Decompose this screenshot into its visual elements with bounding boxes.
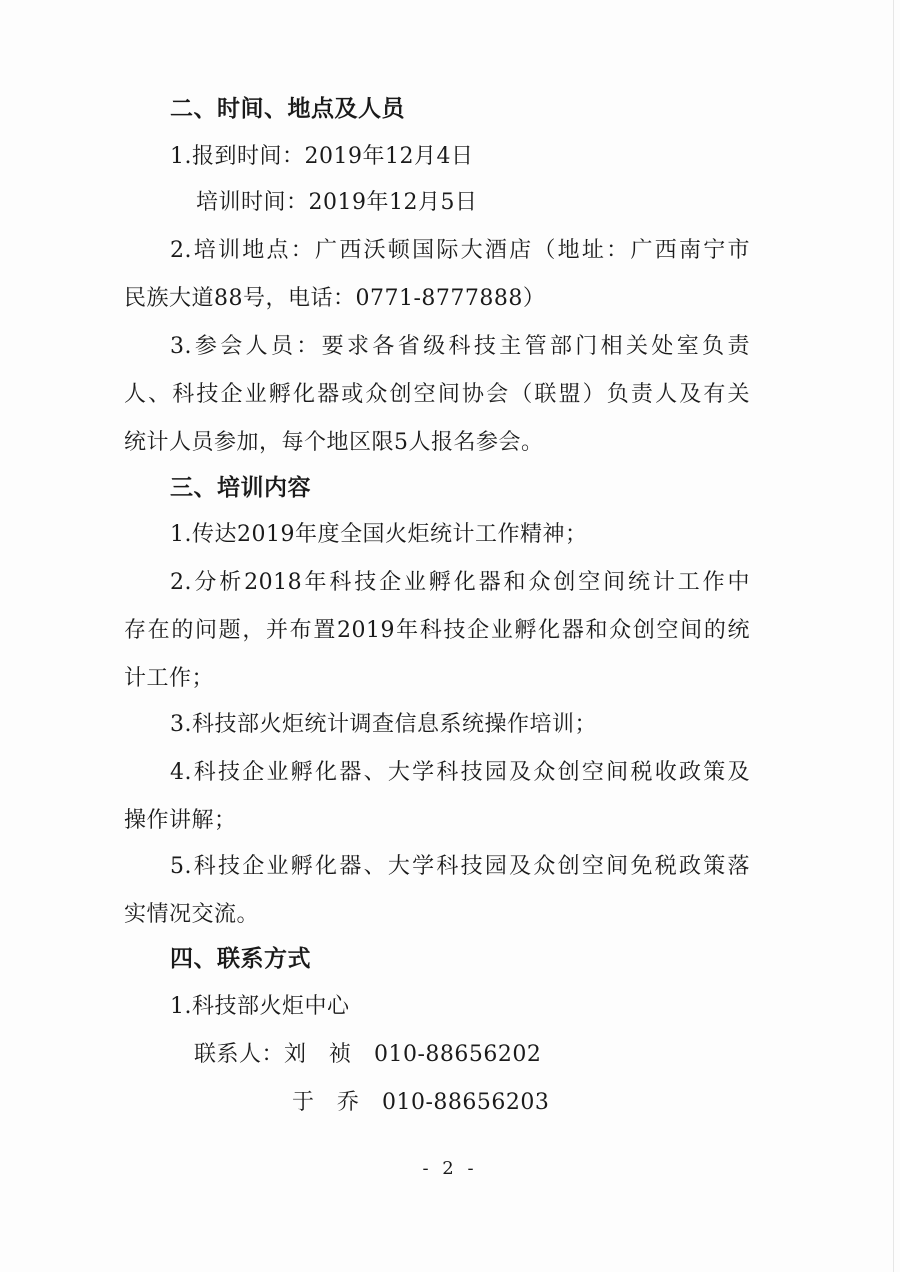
content-item-2-line-1: 2.分析2018年科技企业孵化器和众创空间统计工作中 — [170, 570, 750, 595]
report-time: 1.报到时间：2019年12月4日 — [170, 144, 474, 169]
section-heading-training-content: 三、培训内容 — [170, 475, 311, 501]
location-line-2: 民族大道88号，电话：0771-8777888） — [124, 286, 546, 311]
content-item-4-line-1: 4.科技企业孵化器、大学科技园及众创空间税收政策及 — [170, 760, 750, 785]
content-item-4-line-2: 操作讲解； — [124, 808, 237, 833]
training-time: 培训时间：2019年12月5日 — [196, 190, 478, 215]
content-item-5-line-1: 5.科技企业孵化器、大学科技园及众创空间免税政策落 — [170, 854, 750, 879]
content-item-2-line-3: 计工作； — [124, 666, 215, 691]
section-heading-time-place: 二、时间、地点及人员 — [170, 96, 405, 122]
content-item-5-line-2: 实情况交流。 — [124, 902, 260, 927]
contact-person-1: 联系人：刘 祯 010-88656202 — [194, 1042, 542, 1067]
page-number: - 2 - — [422, 1158, 478, 1179]
contact-org: 1.科技部火炬中心 — [170, 994, 350, 1019]
contact-person-2: 于 乔 010-88656203 — [292, 1090, 550, 1115]
content-item-1: 1.传达2019年度全国火炬统计工作精神； — [170, 522, 588, 547]
location-line-1: 2.培训地点：广西沃顿国际大酒店（地址：广西南宁市 — [170, 238, 750, 263]
attendees-line-3: 统计人员参加，每个地区限5人报名参会。 — [124, 430, 544, 455]
content-item-3: 3.科技部火炬统计调查信息系统操作培训； — [170, 712, 597, 737]
scan-edge-line — [893, 0, 894, 1272]
content-item-2-line-2: 存在的问题，并布置2019年科技企业孵化器和众创空间的统 — [124, 618, 750, 643]
attendees-line-2: 人、科技企业孵化器或众创空间协会（联盟）负责人及有关 — [124, 382, 750, 407]
attendees-line-1: 3.参会人员：要求各省级科技主管部门相关处室负责 — [170, 334, 750, 359]
section-heading-contact: 四、联系方式 — [170, 946, 311, 972]
